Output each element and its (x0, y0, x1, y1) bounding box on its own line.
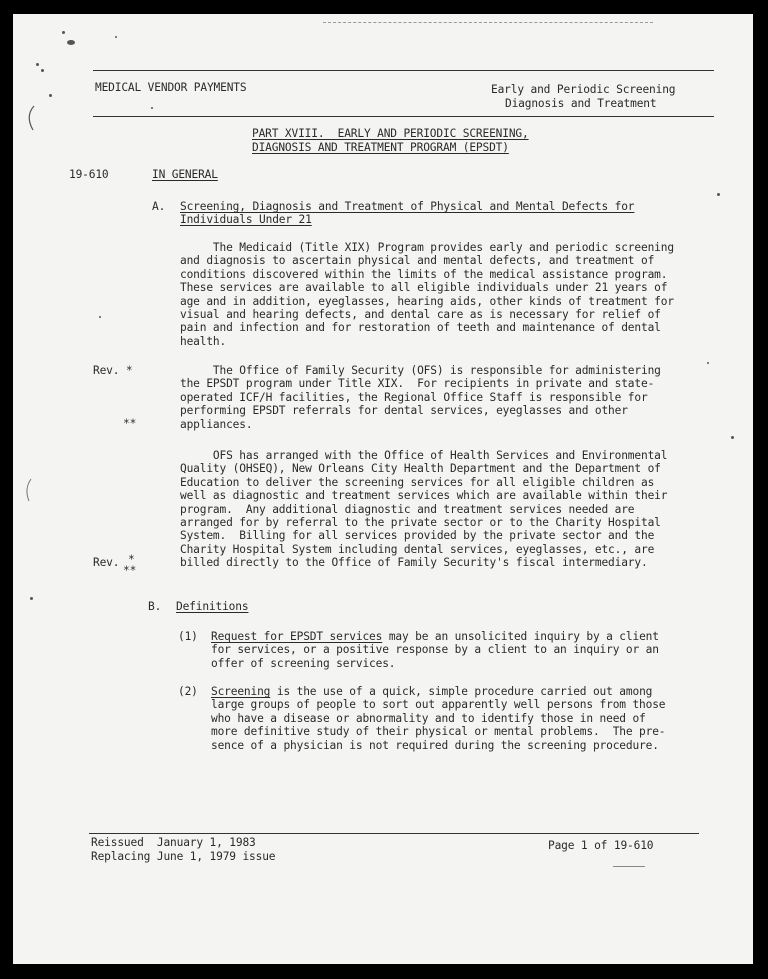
scan-speck (49, 94, 52, 97)
subsection-b-letter: B. (148, 600, 162, 613)
document-page (13, 14, 753, 964)
text-line: who have a disease or abnormality and to identify those in need of (211, 711, 646, 725)
text-line: more definitive study of their physical or mental problems. The pre- (211, 725, 666, 739)
text-line: billed directly to the Office of Family Security's fiscal intermediary. (180, 556, 648, 570)
text-line: large groups of people to sort out apparently well persons from those (211, 698, 666, 712)
header-right-line1: Early and Periodic Screening (491, 83, 676, 96)
text-line: for services, or a positive response by a client to an inquiry or an (211, 643, 659, 657)
text-line (211, 685, 665, 698)
text-line: sence of a physician is not required during the screening procedure. (211, 738, 659, 752)
definition-term: Request for EPSDT services (211, 630, 383, 643)
subsection-b-heading: Definitions (176, 600, 249, 613)
scan-speck (731, 436, 734, 439)
header-bottom-rule (93, 116, 714, 117)
scan-speck (151, 107, 153, 109)
text-line: the EPSDT program under Title XIX. For recipients in private and state- (180, 377, 655, 391)
text-line (211, 630, 659, 643)
revision-marker: Rev. * (93, 364, 133, 377)
scan-speck (67, 40, 75, 45)
definition-screening (211, 685, 665, 752)
subsection-a-letter: A. (152, 200, 166, 213)
paragraph-ofs-arrangements (180, 449, 667, 570)
part-title-line2: DIAGNOSIS AND TREATMENT PROGRAM (EPSDT) (252, 141, 509, 154)
scan-speck (30, 597, 33, 600)
text-line: operated ICF/H facilities, the Regional Office Staff is responsible for (180, 390, 648, 404)
footer-reissued: Reissued January 1, 1983 (91, 836, 256, 849)
scan-artifact-line (613, 866, 645, 867)
scan-speck (62, 31, 65, 34)
text-line: age and in addition, eyeglasses, hearing aids, other kinds of treatment for (180, 294, 674, 308)
text-line: health. (180, 334, 227, 348)
text-line: Quality (OHSEQ), New Orleans City Health Department and the Department of (180, 462, 661, 476)
text-line: OFS has arranged with the Office of Health Services and Environmental (180, 449, 668, 462)
definition-term: Screening (211, 685, 271, 698)
text-line: well as diagnostic and treatment services which are available within their (180, 489, 668, 503)
section-heading: IN GENERAL (152, 168, 218, 181)
text-line: and diagnosis to ascertain physical and mental defects, and treatment of (180, 254, 655, 268)
part-title-line1: PART XVIII. EARLY AND PERIODIC SCREENING, (252, 127, 529, 140)
scan-speck (717, 193, 720, 196)
text-line: The Office of Family Security (OFS) is responsible for administering (180, 364, 661, 377)
definition-number: (1) (178, 630, 198, 643)
definition-text: may be an unsolicited inquiry by a client (382, 630, 659, 643)
text-line: The Medicaid (Title XIX) Program provides early and periodic screening (180, 241, 674, 254)
definition-request-for-epsdt (211, 630, 659, 670)
scan-speck (41, 69, 44, 72)
text-line: visual and hearing defects, and dental care as is necessary for relief of (180, 308, 661, 322)
paragraph-medicaid (180, 241, 674, 348)
subsection-a-heading-line1: Screening, Diagnosis and Treatment of Physical and Mental Defects for (180, 200, 635, 213)
text-line: Education to deliver the screening services for all eligible children as (180, 475, 655, 489)
header-right-line2: Diagnosis and Treatment (505, 97, 657, 110)
scan-speck (115, 36, 117, 38)
definition-text: is the use of a quick, simple procedure carried out among (270, 685, 653, 698)
revision-marker: Rev. (93, 556, 120, 569)
revision-star: * (128, 553, 135, 566)
text-line: arranged for by referral to the private sector or to the Charity Hospital (180, 516, 661, 530)
scan-speck (707, 362, 709, 364)
header-left: MEDICAL VENDOR PAYMENTS (95, 81, 247, 94)
definition-number: (2) (178, 685, 198, 698)
header-top-rule (93, 70, 714, 71)
footer-page-number: Page 1 of 19-610 (548, 839, 654, 852)
revision-stars: ** (123, 417, 137, 430)
text-line: These services are available to all eligible individuals under 21 years of (180, 281, 668, 295)
text-line: pain and infection and for restoration of teeth and maintenance of dental (180, 321, 661, 335)
scan-mark (23, 104, 37, 134)
text-line: System. Billing for all services provided by the private sector and the (180, 529, 655, 543)
paragraph-ofs-responsibility (180, 364, 661, 431)
revision-stars: ** (123, 564, 137, 577)
text-line: Charity Hospital System including dental services, eyeglasses, etc., are (180, 542, 655, 556)
text-line: program. Any additional diagnostic and treatment services needed are (180, 502, 635, 516)
section-number: 19-610 (69, 168, 109, 181)
scan-artifact-line (323, 22, 653, 23)
scan-mark (21, 477, 35, 507)
text-line: appliances. (180, 417, 253, 431)
subsection-a-heading-line2: Individuals Under 21 (180, 213, 312, 226)
scan-speck (99, 316, 101, 318)
text-line: offer of screening services. (211, 656, 396, 670)
scan-speck (36, 63, 39, 66)
text-line: conditions discovered within the limits of the medical assistance program. (180, 267, 668, 281)
footer-rule (89, 833, 699, 834)
footer-replacing: Replacing June 1, 1979 issue (91, 850, 276, 863)
text-line: performing EPSDT referrals for dental services, eyeglasses and other (180, 404, 628, 418)
